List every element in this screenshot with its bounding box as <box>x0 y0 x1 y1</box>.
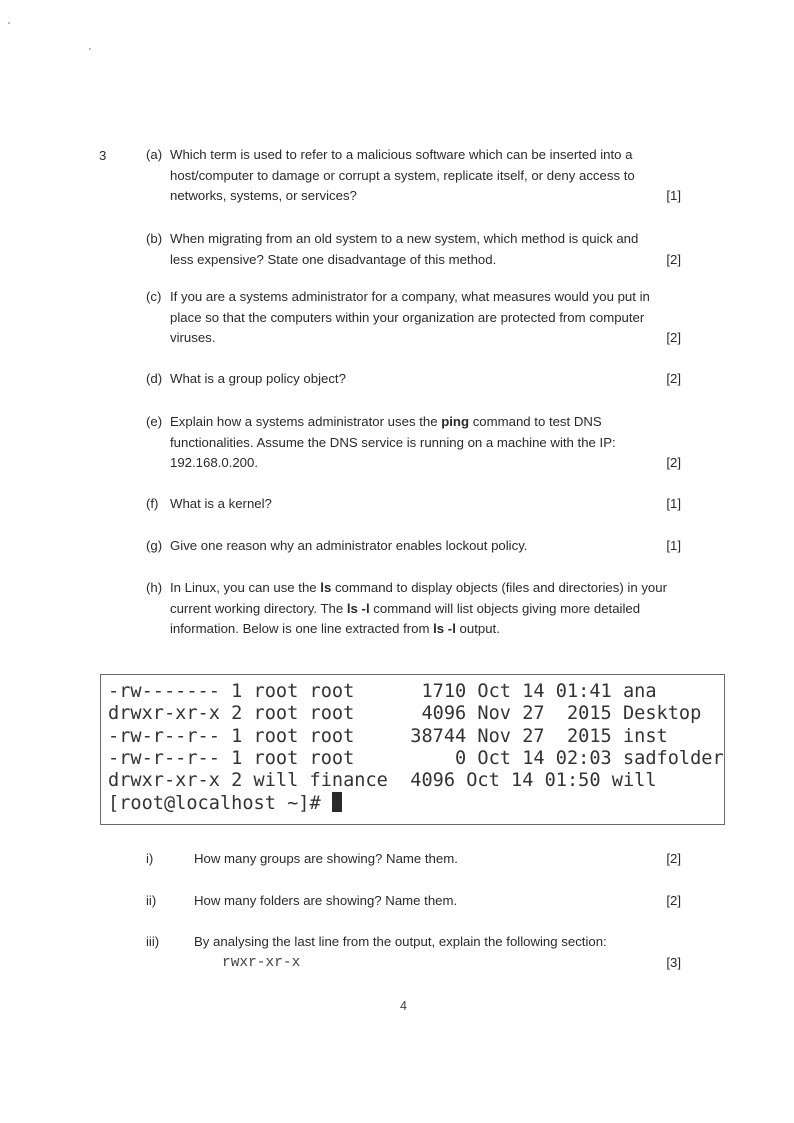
part-text: Give one reason why an administrator enables lockout policy. [1] <box>146 536 681 557</box>
marks: [1] <box>666 188 681 203</box>
part-label: (d) <box>146 371 163 386</box>
part-text: Which term is used to refer to a malicious software which can be inserted into a host/computer to damage or corrupt a system, replicate itself, or deny access to networks, systems, or services? [1] <box>146 145 681 207</box>
part-label: (h) <box>146 580 163 595</box>
permission-string: rwxr-xr-x <box>222 954 301 971</box>
marks: [2] <box>666 330 681 345</box>
subquestion-i: i) How many groups are showing? Name them. [2] <box>146 849 681 870</box>
part-text: Explain how a systems administrator uses the ping command to test DNS functionalities. Assume the DNS service is running on a machine with the IP: 192.168.0.200. [2] <box>146 412 681 474</box>
part-text: What is a group policy object? [2] <box>146 369 681 390</box>
question-part-h <box>146 578 716 640</box>
part-text: In Linux, you can use the ls command to display objects (files and directories) in your current working directory. The ls -l command will list objects giving more detailed information. Below is one line extracted from ls -l output. <box>170 580 667 636</box>
ls-command: ls <box>320 580 332 595</box>
part-label: (f) <box>146 496 159 511</box>
marks: [2] <box>666 455 681 470</box>
part-text: When migrating from an old system to a new system, which method is quick and less expensive? State one disadvantage of this method. [2] <box>146 229 681 270</box>
ls-row: drwxr-xr-x 2 will finance 4096 Oct 14 01:50 will <box>108 770 657 792</box>
part-text: If you are a systems administrator for a company, what measures would you put in place so that the computers within your organization are protected from computer viruses. [2] <box>146 287 681 349</box>
question-part-b <box>146 229 681 270</box>
scan-speck <box>8 22 10 24</box>
question-number: 3 <box>99 148 107 163</box>
shell-prompt: [root@localhost ~]# <box>108 793 332 815</box>
marks: [2] <box>666 893 681 908</box>
subquestion-iii: iii) By analysing the last line from the output, explain the following section: rwxr-xr-x [3] <box>146 932 681 973</box>
part-label: (b) <box>146 231 163 246</box>
ls-row: drwxr-xr-x 2 root root 4096 Nov 27 2015 Desktop <box>108 703 702 725</box>
subquestion-ii: ii) How many folders are showing? Name them. [2] <box>146 891 681 912</box>
scan-speck <box>89 48 91 50</box>
marks: [3] <box>666 954 681 970</box>
part-label: (c) <box>146 289 162 304</box>
ping-command: ping <box>441 414 470 429</box>
prompt-row <box>108 792 724 814</box>
marks: [1] <box>666 538 681 553</box>
ls-row: -rw------- 1 root root 1710 Oct 14 01:41 ana <box>108 681 657 702</box>
marks: [1] <box>666 496 681 511</box>
subquestion-numeral: ii) <box>146 893 157 908</box>
marks: [2] <box>666 371 681 386</box>
part-label: (a) <box>146 147 163 162</box>
ls-l-command: ls -l <box>346 600 370 616</box>
part-label: (e) <box>146 414 163 429</box>
part-label: (g) <box>146 538 163 553</box>
question-part-d <box>146 369 681 390</box>
ls-row: -rw-r--r-- 1 root root 38744 Nov 27 2015 inst <box>108 725 668 747</box>
question-part-e <box>146 412 681 474</box>
question-part-g <box>146 536 681 557</box>
ls-row: -rw-r--r-- 1 root root 0 Oct 14 02:03 sadfolder <box>108 747 724 769</box>
question-part-f <box>146 494 681 515</box>
part-text: What is a kernel? [1] <box>146 494 681 515</box>
question-part-a <box>146 145 681 207</box>
ls-l-command: ls -l <box>433 621 456 636</box>
question-part-c <box>146 287 681 349</box>
subquestion-numeral: i) <box>146 851 154 866</box>
page-number: 4 <box>400 999 407 1013</box>
subquestion-numeral: iii) <box>146 934 160 949</box>
marks: [2] <box>666 251 681 267</box>
terminal-output <box>100 674 725 825</box>
marks: [2] <box>666 851 681 866</box>
cursor-block <box>332 792 342 812</box>
